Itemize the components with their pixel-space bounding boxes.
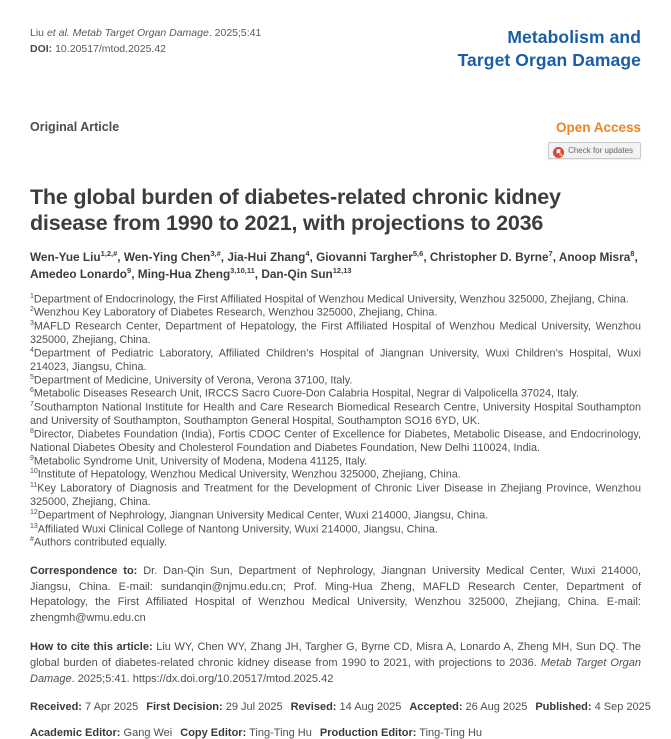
affiliation-text: Department of Nephrology, Jiangnan University Medical Center, Wuxi 214000, Jiangsu, China. [37,509,489,522]
affiliation-text: Department of Pediatric Laboratory, Affiliated Children’s Hospital of Jiangnan University, Wuxi Children’s Hospital, Wuxi 214023, Jiangsu, China. [30,347,641,373]
journal-name-line1: Metabolism and [507,27,641,47]
author-name: Ming-Hua Zheng [137,266,231,281]
citation-text-segment: . 2025;5:41. https://dx.doi.org/10.20517/mtod.2025.42 [71,672,334,685]
affiliation-text: Metabolic Syndrome Unit, University of Modena, Modena 41125, Italy. [33,455,368,468]
author-name: Wen-Yue Liu [30,249,101,264]
editor-value: Gang Wei [120,727,173,739]
check-for-updates-label: Check for updates [568,146,633,156]
article-type-label: Original Article [30,120,120,135]
author-list [30,249,641,283]
date-item [30,701,138,713]
affiliation-sup: 2 [30,306,34,314]
author [30,267,138,281]
affiliation-text: Southampton National Institute for Health and Care Research Biomedical Research Centre, University Hospital Southampton and University of Southampton, Southampton General Hospital, Southampton SO16 6YD, UK. [30,401,641,427]
check-for-updates-button[interactable] [548,142,641,159]
editor-item [320,727,482,739]
journal-name-line2: Target Organ Damage [457,50,641,71]
affiliation-line [30,320,641,347]
affiliation-line [30,306,641,320]
affiliation-line [30,401,641,428]
editors-line [30,727,641,739]
affiliation-line [30,428,641,455]
how-to-cite-label: How to cite this article: [30,641,153,654]
affiliation-text: Department of Endocrinology, the First Affiliated Hospital of Wenzhou Medical University, Wenzhou 325000, Zhejiang, China. [33,293,629,306]
affiliation-line [30,468,641,482]
author [227,250,316,264]
date-value: 29 Jul 2025 [222,701,283,714]
author [430,250,559,264]
author-separator: , [117,249,124,264]
running-citation [30,26,261,42]
author [124,250,228,264]
author-separator: , [220,249,228,264]
citation-text-segment: Liu WY, Chen WY, Zhang JH, Targher G, Byrne CD, Misra A, Lonardo A, Zheng MH, Sun DQ. The global burden of diabetes-related chronic kidney disease from 1990 to 2021, with projections to 2036. [30,641,641,670]
author-name: Amedeo Lonardo [30,266,128,281]
affiliation-sup: 8 [30,427,34,435]
author-separator: , [309,249,317,264]
affiliation-text: MAFLD Research Center, Department of Hepatology, the First Affiliated Hospital of Wenzhou Medical University, Wenzhou 325000, Zhejiang, China. [30,320,641,346]
header-left [30,26,261,58]
affiliation-text: Authors contributed equally. [33,536,167,549]
author [261,267,351,281]
author-separator: , [552,249,559,264]
author-affiliation-sup: 8 [630,248,635,258]
editor-label: Copy Editor: [180,727,247,739]
affiliation-line [30,293,641,307]
doi-label: DOI: [30,42,56,55]
date-label: Accepted: [409,701,463,714]
citation-segment: et al. Metab Target Organ Damage [46,27,209,39]
affiliation-text: Director, Diabetes Foundation (India), Fortis CDOC Center of Excellence for Diabetes, Metabolic Disease, and Endocrinology, National Diabetes Obesity and Cholesterol Foundation and Diabetes Foundation, New Delhi 110024, India. [30,428,641,454]
author-affiliation-sup: 1,2,# [100,248,118,258]
page-header [30,26,641,72]
affiliation-sup: 5 [30,373,34,381]
article-title: The global burden of diabetes-related chronic kidney disease from 1990 to 2021, with projections to 2036 [30,185,561,235]
affiliation-line [30,509,641,523]
author-separator: , [634,249,638,264]
editor-value: Ting-Ting Hu [246,727,312,739]
citation-text-segment: Metab Target Organ Damage [30,657,642,685]
author-name: Wen-Ying Chen [123,249,211,264]
article-type-row [30,120,641,159]
affiliation-sup: 7 [30,401,34,409]
affiliation-text: Institute of Hepatology, Wenzhou Medical University, Wenzhou 325000, Zhejiang, China. [37,468,461,481]
affiliation-line [30,387,641,401]
date-label: First Decision: [146,701,223,714]
affiliation-sup: 12 [30,508,38,516]
author-name: Dan-Qin Sun [261,266,333,281]
affiliation-sup: 6 [30,387,34,395]
date-item [291,701,402,713]
affiliation-sup: 4 [30,346,34,354]
author-affiliation-sup: 4 [305,248,310,258]
correspondence-label: Correspondence to: [30,564,138,577]
affiliation-text: Metabolic Diseases Research Unit, IRCCS Sacro Cuore-Don Calabria Hospital, Negrar di Valpolicella 37024, Italy. [33,387,579,400]
affiliation-sup: # [30,536,34,544]
author [138,267,262,281]
author-separator: , [131,266,138,281]
affiliation-sup: 10 [30,468,38,476]
author-affiliation-sup: 5,6 [412,248,424,258]
doi-value: 10.20517/mtod.2025.42 [55,42,167,55]
citation-segment: . 2025;5:41 [208,27,262,39]
affiliation-line [30,536,641,550]
date-item [146,701,282,713]
doi-line [30,42,261,58]
affiliation-line [30,523,641,537]
dates-line [30,701,651,714]
author [559,250,638,264]
affiliation-list [30,293,641,550]
affiliation-line [30,347,641,374]
date-value: 14 Aug 2025 [336,701,402,714]
editor-item [180,727,312,739]
affiliation-sup: 3 [30,320,34,327]
date-label: Received: [30,701,82,714]
open-access-column [548,120,641,159]
author-name: Christopher D. Byrne [429,249,549,264]
how-to-cite-block [30,640,641,687]
correspondence-text: Dr. Dan-Qin Sun, Department of Nephrology, Jiangnan University Medical Center, Wuxi 214000, Jiangsu, China. E-mail: sundanqin@njmu.edu.cn; Prof. Ming-Hua Zheng, MAFLD Research Center, Department of Hepatology, the First Affiliated Hospital of Wenzhou Medical University, Wenzhou 325000, Zhejiang, China. E-mail: zhengmh@wmu.edu.cn [30,564,641,624]
open-access-label: Open Access [555,120,641,136]
editor-value: Ting-Ting Hu [416,727,483,739]
crossmark-icon [553,145,564,156]
author [316,250,430,264]
affiliation-line [30,482,641,509]
affiliation-text: Wenzhou Key Laboratory of Diabetes Research, Wenzhou 325000, Zhejiang, China. [33,306,438,319]
author-affiliation-sup: 3,# [210,248,221,258]
date-value: 26 Aug 2025 [462,701,528,714]
affiliation-line [30,455,641,469]
author-affiliation-sup: 12,13 [332,265,352,275]
affiliation-text: Key Laboratory of Diagnosis and Treatment for the Development of Chronic Liver Disease in Zhejiang Province, Wenzhou 325000, Zhejiang, China. [30,482,641,508]
date-value: 4 Sep 2025 [591,701,651,714]
author-separator: , [423,249,430,264]
journal-logo [458,26,641,72]
date-value: 7 Apr 2025 [81,701,139,714]
affiliation-sup: 11 [30,482,38,490]
citation-segment: Liu [30,27,47,39]
correspondence-block [30,564,641,626]
affiliation-sup: 9 [30,454,34,462]
editor-item [30,727,172,739]
affiliation-line [30,374,641,388]
author-affiliation-sup: 7 [548,248,553,258]
editor-label: Academic Editor: [30,727,121,739]
date-item [535,701,651,713]
author-name: Giovanni Targher [316,249,413,264]
affiliation-sup: 13 [30,522,38,530]
affiliation-text: Department of Medicine, University of Verona, Verona 37100, Italy. [33,374,353,387]
affiliation-sup: 1 [30,292,34,300]
editor-label: Production Editor: [319,727,417,739]
author-affiliation-sup: 9 [127,265,132,275]
author-separator: , [254,266,262,281]
affiliation-text: Affiliated Wuxi Clinical College of Nantong University, Wuxi 214000, Jiangsu, China. [37,523,438,536]
date-label: Revised: [290,701,337,714]
author-affiliation-sup: 3,10,11 [230,265,255,275]
author [30,250,124,264]
author-name: Jia-Hui Zhang [227,249,306,264]
author-name: Anoop Misra [558,249,631,264]
date-label: Published: [535,701,592,714]
date-item [409,701,527,713]
